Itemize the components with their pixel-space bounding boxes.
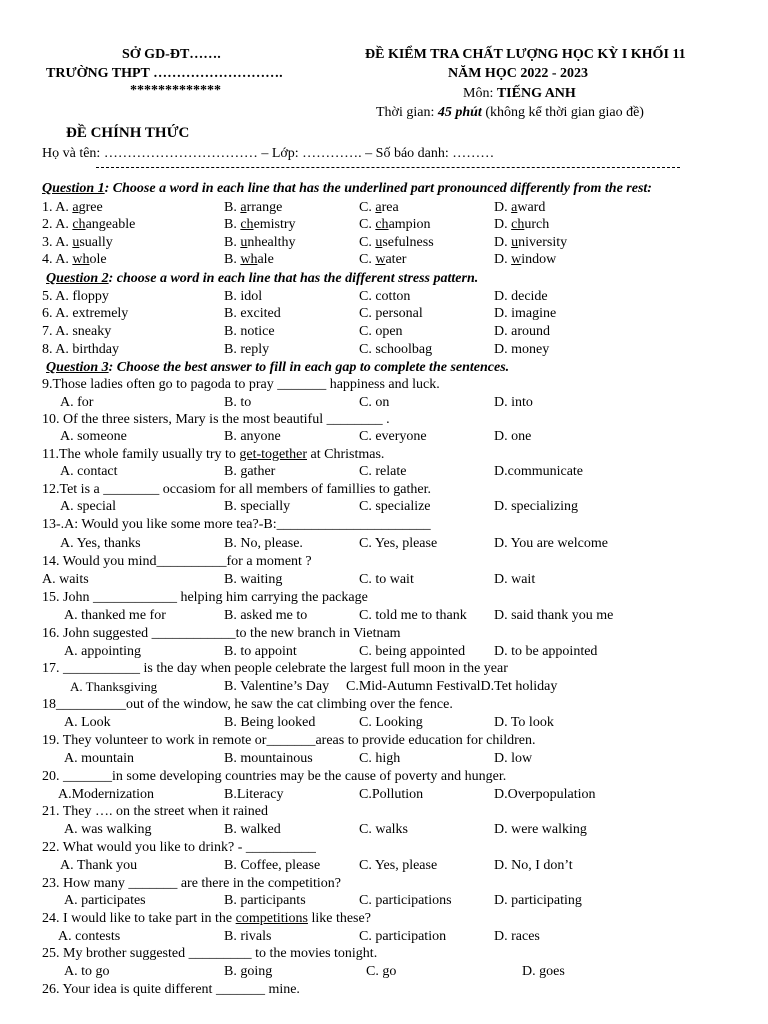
- option: B. walked: [224, 822, 281, 837]
- option: A. contests: [58, 929, 121, 944]
- question-18: 18__________out of the window, he saw the cat climbing over the fence.: [42, 697, 453, 712]
- option: D. To look: [494, 715, 554, 730]
- option: A. Yes, thanks: [60, 536, 141, 551]
- option: A. Thank you: [60, 858, 138, 873]
- answers-25: [0, 963, 768, 981]
- option: B. to: [224, 395, 252, 410]
- q1-row-1: [0, 199, 768, 217]
- option: C. schoolbag: [359, 342, 433, 357]
- option: D. imagine: [494, 306, 557, 321]
- answers-23: [0, 892, 768, 910]
- option: C. to wait: [359, 572, 414, 587]
- option: C. walks: [359, 822, 408, 837]
- answers-15: [0, 607, 768, 625]
- option: D. low: [494, 751, 533, 766]
- option: B. rivals: [224, 929, 272, 944]
- question-3-instruction: : Choose the best answer to fill in each gap to complete the sentences.: [108, 360, 510, 375]
- q2-row-6: [0, 305, 768, 323]
- dept-name: SỞ GD-ĐT…….: [122, 47, 221, 62]
- option: D. money: [494, 342, 550, 357]
- option: D. specializing: [494, 499, 578, 514]
- question-2-title: [46, 270, 478, 288]
- answers-24: [0, 928, 768, 946]
- option: B. participants: [224, 893, 306, 908]
- option: C. Looking: [359, 715, 423, 730]
- question-24: 24. I would like to take part in the competitions like these?: [42, 911, 371, 926]
- option: A.Modernization: [58, 787, 155, 802]
- answers-11: [0, 463, 768, 481]
- option: D. races: [494, 929, 540, 944]
- option: B. Coffee, please: [224, 858, 321, 873]
- answers-13: [0, 535, 768, 553]
- option: B. arrange: [224, 200, 283, 215]
- option: B. excited: [224, 306, 281, 321]
- answers-20: [0, 786, 768, 804]
- option: D.Overpopulation: [494, 787, 596, 802]
- option: C. personal: [359, 306, 423, 321]
- option: B. chemistry: [224, 217, 296, 232]
- option: A. to go: [64, 964, 110, 979]
- student-info-line: Họ và tên: …………………………… – Lớp: …………. – Số báo danh: ………: [42, 146, 495, 161]
- answers-12: [0, 498, 768, 516]
- option: C. Yes, please: [359, 536, 438, 551]
- option: C. being appointed: [359, 644, 466, 659]
- official-label: ĐỀ CHÍNH THỨC: [66, 125, 190, 141]
- option: A. thanked me for: [64, 608, 166, 623]
- question-23: 23. How many _______ are there in the competition?: [42, 876, 341, 891]
- question-1-instruction: : Choose a word in each line that has the underlined part pronounced differently from the rest:: [104, 181, 652, 196]
- subject-value: TIẾNG ANH: [496, 86, 576, 101]
- option: A. waits: [42, 572, 89, 587]
- option: D. university: [494, 235, 568, 250]
- question-2-label: Question 2: [46, 271, 109, 286]
- option: A. appointing: [64, 644, 141, 659]
- q2-row-5: [0, 288, 768, 306]
- option: B. specially: [224, 499, 291, 514]
- underlined-word: competitions: [235, 911, 308, 926]
- school-year: NĂM HỌC 2022 - 2023: [448, 66, 588, 81]
- option: D. goes: [522, 964, 565, 979]
- option: C. everyone: [359, 429, 427, 444]
- option: C. told me to thank: [359, 608, 467, 623]
- option: 2. A. changeable: [42, 217, 136, 232]
- question-9: 9.Those ladies often go to pagoda to pray _______ happiness and luck.: [42, 377, 440, 392]
- option: A. for: [60, 395, 94, 410]
- option: A. special: [60, 499, 116, 514]
- option: D.communicate: [494, 464, 584, 479]
- question-26: 26. Your idea is quite different _______ mine.: [42, 982, 300, 997]
- q2-row-7: [0, 323, 768, 341]
- school-name: TRƯỜNG THPT ……………………….: [46, 66, 283, 81]
- option: C. specialize: [359, 499, 431, 514]
- option: C. participation: [359, 929, 447, 944]
- time-label: Thời gian:: [376, 105, 438, 120]
- option: 7. A. sneaky: [42, 324, 112, 339]
- option: C. participations: [359, 893, 452, 908]
- option: 1. A. agree: [42, 200, 103, 215]
- question-15: 15. John ____________ helping him carrying the package: [42, 590, 368, 605]
- option: C. area: [359, 200, 399, 215]
- option: D. award: [494, 200, 546, 215]
- subject-line: [463, 85, 576, 103]
- option: A. mountain: [64, 751, 134, 766]
- answers-22: [0, 857, 768, 875]
- option: C. relate: [359, 464, 407, 479]
- question-11: 11.The whole family usually try to get-together at Christmas.: [42, 447, 385, 462]
- answers-19: [0, 750, 768, 768]
- question-20: 20. _______in some developing countries may be the cause of poverty and hunger.: [42, 769, 507, 784]
- option: B. asked me to: [224, 608, 308, 623]
- option: D. were walking: [494, 822, 587, 837]
- question-13: 13-.A: Would you like some more tea?-B:______________________: [42, 517, 431, 532]
- question-14: 14. Would you mind__________for a moment ?: [42, 554, 312, 569]
- time-line: [376, 104, 644, 122]
- option: D. around: [494, 324, 550, 339]
- option: 6. A. extremely: [42, 306, 129, 321]
- question-12: 12.Tet is a ________ occasiom for all members of famillies to gather.: [42, 482, 431, 497]
- option: A. Thanksgiving: [70, 679, 158, 694]
- option: B. mountainous: [224, 751, 313, 766]
- subject-label: Môn:: [463, 86, 497, 101]
- divider-line: [96, 167, 680, 168]
- question-3-title: [46, 359, 509, 377]
- option: C. on: [359, 395, 390, 410]
- option: D. to be appointed: [494, 644, 598, 659]
- question-1-title: [42, 180, 652, 198]
- option: D. participating: [494, 893, 582, 908]
- option: D. No, I don’t: [494, 858, 573, 873]
- answers-18: [0, 714, 768, 732]
- question-16: 16. John suggested ____________to the new branch in Vietnam: [42, 626, 401, 641]
- answers-9: [0, 394, 768, 412]
- option: D. said thank you me: [494, 608, 614, 623]
- option: D. You are welcome: [494, 536, 608, 551]
- option: C. champion: [359, 217, 431, 232]
- option: C. Yes, please: [359, 858, 438, 873]
- question-1-label: Question 1: [42, 181, 105, 196]
- option: C. go: [366, 964, 397, 979]
- answers-16: [0, 643, 768, 661]
- stars-divider: *************: [130, 83, 221, 98]
- question-3-label: Question 3: [46, 360, 109, 375]
- option: B. anyone: [224, 429, 281, 444]
- question-21: 21. They …. on the street when it rained: [42, 804, 269, 819]
- question-22: 22. What would you like to drink? - __________: [42, 840, 316, 855]
- option: B. reply: [224, 342, 270, 357]
- q1-row-4: [0, 251, 768, 269]
- option: B. going: [224, 964, 273, 979]
- option: C. usefulness: [359, 235, 434, 250]
- exam-title: ĐỀ KIỂM TRA CHẤT LƯỢNG HỌC KỲ I KHỐI 11: [365, 47, 686, 62]
- option: B. idol: [224, 289, 263, 304]
- option: C.Pollution: [359, 787, 424, 802]
- answers-17: [0, 678, 768, 696]
- option: 8. A. birthday: [42, 342, 119, 357]
- q1-row-2: [0, 216, 768, 234]
- q2-row-8: [0, 341, 768, 359]
- option: 4. A. whole: [42, 252, 107, 267]
- answers-10: [0, 428, 768, 446]
- option: A. participates: [64, 893, 146, 908]
- question-17: 17. ___________ is the day when people celebrate the largest full moon in the year: [42, 661, 508, 676]
- option: C. cotton: [359, 289, 411, 304]
- option: D. wait: [494, 572, 536, 587]
- option: B. waiting: [224, 572, 283, 587]
- option: D. into: [494, 395, 533, 410]
- option: A. someone: [60, 429, 127, 444]
- question-2-instruction: : choose a word in each line that has the different stress pattern.: [108, 271, 479, 286]
- time-value: 45 phút: [437, 105, 482, 120]
- option: B. gather: [224, 464, 276, 479]
- option: B. Being looked: [224, 715, 316, 730]
- answers-14: [0, 571, 768, 589]
- option: 3. A. usually: [42, 235, 113, 250]
- option: B. to appoint: [224, 644, 297, 659]
- q1-row-3: [0, 234, 768, 252]
- answers-21: [0, 821, 768, 839]
- option: D. one: [494, 429, 532, 444]
- option: B. unhealthy: [224, 235, 296, 250]
- option: D. church: [494, 217, 550, 232]
- option: C. water: [359, 252, 407, 267]
- option: C.Mid-Autumn FestivalD.Tet holiday: [346, 679, 558, 694]
- option: D. decide: [494, 289, 548, 304]
- option: A. Look: [64, 715, 111, 730]
- option: B. No, please.: [224, 536, 303, 551]
- option: D. window: [494, 252, 557, 267]
- option: A. contact: [60, 464, 118, 479]
- option: B. whale: [224, 252, 274, 267]
- question-25: 25. My brother suggested _________ to the movies tonight.: [42, 946, 378, 961]
- option: A. was walking: [64, 822, 152, 837]
- time-note: (không kể thời gian giao đề): [481, 105, 644, 120]
- option: B.Literacy: [224, 787, 284, 802]
- underlined-word: get-together: [239, 447, 308, 462]
- option: C. high: [359, 751, 401, 766]
- option: C. open: [359, 324, 403, 339]
- question-10: 10. Of the three sisters, Mary is the most beautiful ________ .: [42, 412, 390, 427]
- option: B. Valentine’s Day: [224, 679, 330, 694]
- option: B. notice: [224, 324, 275, 339]
- option: 5. A. floppy: [42, 289, 109, 304]
- question-19: 19. They volunteer to work in remote or_______areas to provide education for children.: [42, 733, 536, 748]
